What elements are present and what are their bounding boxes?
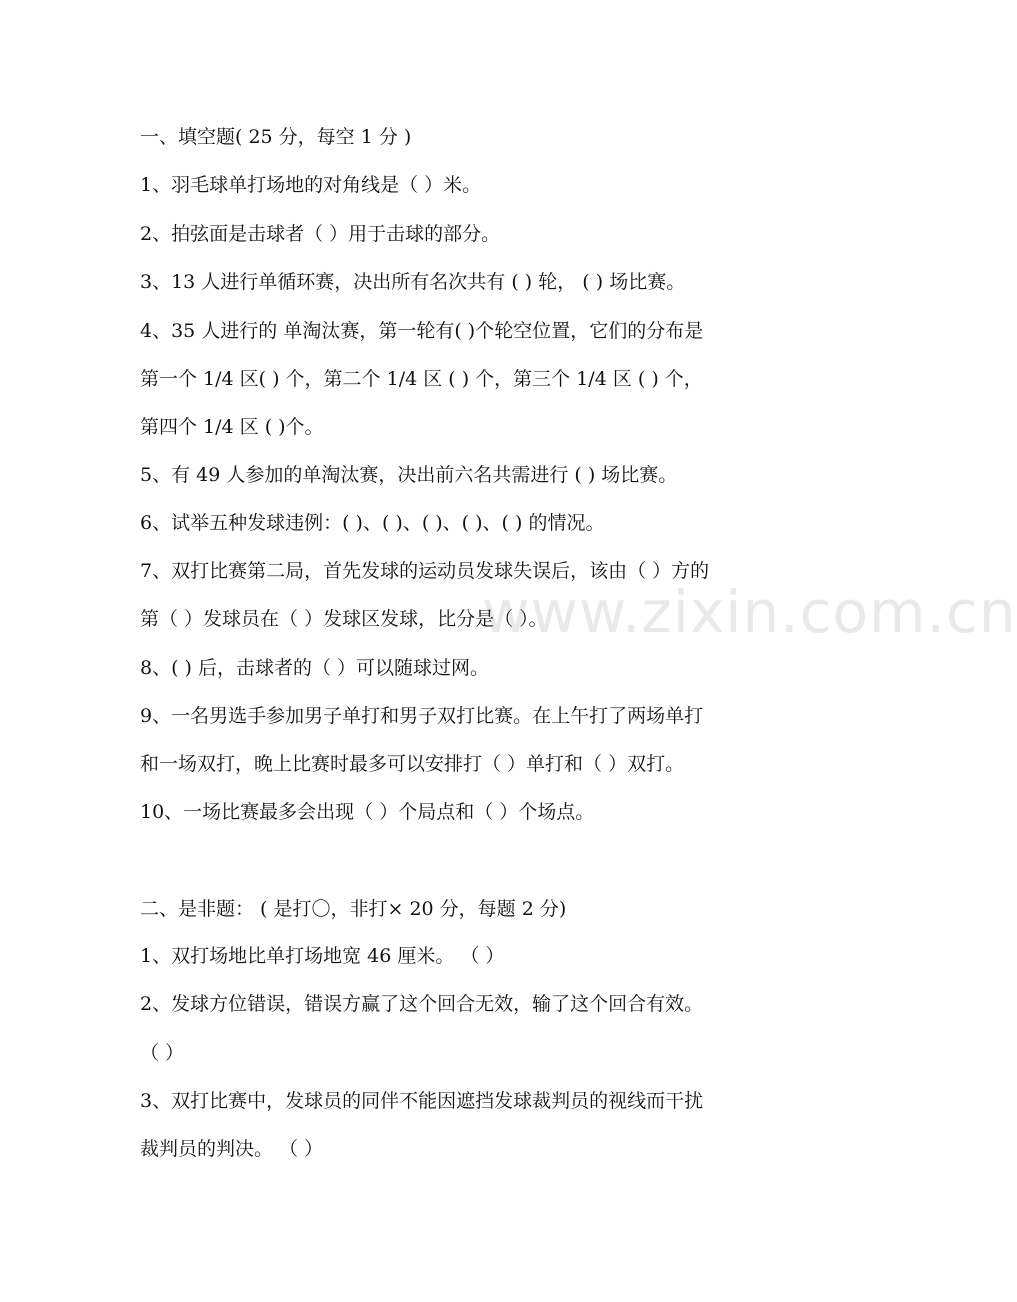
question-line: 2、发球方位错误，错误方赢了这个回合无效，输了这个回合有效。	[140, 993, 704, 1015]
question-line: 5、有 49 人参加的单淘汰赛，决出前六名共需进行 ( ) 场比赛。	[140, 464, 678, 486]
question-line: 3、13 人进行单循环赛，决出所有名次共有 ( ) 轮， ( ) 场比赛。	[140, 271, 686, 293]
question-line: 裁判员的判决。 （ ）	[140, 1138, 324, 1160]
section-2-heading: 二、是非题： ( 是打〇，非打× 20 分，每题 2 分)	[140, 898, 567, 920]
question-line: 第四个 1/4 区 ( )个。	[140, 416, 324, 438]
question-line: 1、羽毛球单打场地的对角线是（ ）米。	[140, 174, 482, 196]
question-line: 和一场双打，晚上比赛时最多可以安排打（ ）单打和（ ）双打。	[140, 753, 685, 775]
question-line: 1、双打场地比单打场地宽 46 厘米。 （ ）	[140, 945, 505, 967]
question-line: 6、试举五种发球违例：( )、( )、( )、( )、( ) 的情况。	[140, 512, 605, 534]
question-line: 9、一名男选手参加男子单打和男子双打比赛。在上午打了两场单打	[140, 705, 704, 727]
question-line: 4、35 人进行的 单淘汰赛，第一轮有( )个轮空位置，它们的分布是	[140, 320, 704, 342]
question-line: 8、( ) 后，击球者的（ ）可以随球过网。	[140, 657, 490, 679]
watermark: www.zixin.com.cn	[482, 578, 1017, 646]
question-line: 第一个 1/4 区( ) 个，第二个 1/4 区 ( ) 个，第三个 1/4 区 ( ) 个，	[140, 368, 703, 390]
question-line: 7、双打比赛第二局，首先发球的运动员发球失误后，该由（ ）方的	[140, 560, 710, 582]
section-1-heading: 一、填空题( 25 分，每空 1 分 )	[140, 126, 412, 148]
question-line: （ ）	[140, 1042, 185, 1064]
question-line: 10、一场比赛最多会出现（ ）个局点和（ ）个场点。	[140, 801, 595, 823]
question-line: 3、双打比赛中，发球员的同伴不能因遮挡发球裁判员的视线而干扰	[140, 1090, 704, 1112]
question-line: 第（ ）发球员在（ ）发球区发球，比分是（ ）。	[140, 608, 548, 630]
question-line: 2、拍弦面是击球者（ ）用于击球的部分。	[140, 223, 501, 245]
